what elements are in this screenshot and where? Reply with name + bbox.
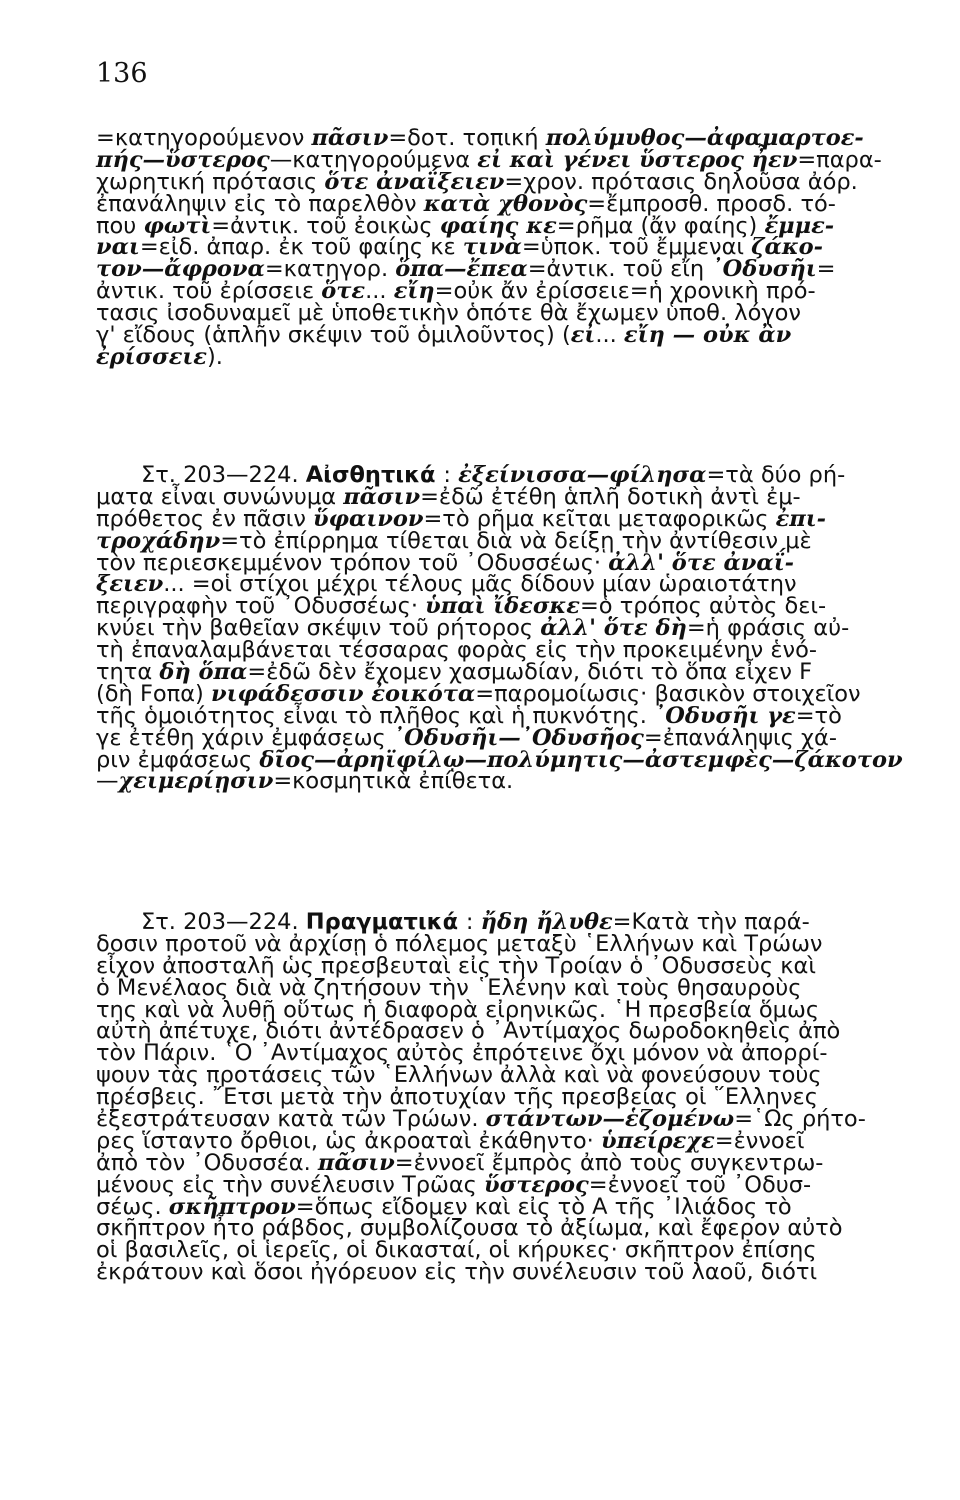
commentary-text: αὐτὴ ἀπέτυχε, διότι ἀντέδρασεν ὁ ᾿Αντίμαχος δωροδοκηθεὶς ἀπὸ — [96, 1018, 841, 1045]
commentary-text: γ' εἴδους (ἁπλῆν σκέψιν τοῦ ὁμιλοῦντος) ( — [96, 322, 571, 349]
commentary-text: =παρομοίωσις· βασικὸν στοιχεῖον — [475, 680, 861, 707]
commentary-text: : — [465, 909, 481, 935]
commentary-text: τὸν Πάριν. ῾Ο ᾿Αντίμαχος αὐτὸς ἐπρότεινε ὄχι μόνον νὰ ἀπορρί- — [96, 1040, 828, 1067]
commentary-text: =ρῆμα (ἄν φαίης) — [556, 212, 765, 239]
commentary-text: =εἰδ. ἀπαρ. ἐκ τοῦ φαίης κε — [139, 234, 463, 261]
lemma: χειμερίῃσιν — [118, 768, 274, 795]
commentary-text: κνύει τὴν βαθεῖαν σκέψιν τοῦ ρήτορος — [96, 615, 541, 642]
commentary-text: =ἐννοεῖ τοῦ ᾿Οδυσ- — [588, 1171, 812, 1198]
commentary-text: =τὸ ρῆμα κεῖται μεταφορικῶς — [423, 505, 776, 532]
commentary-text: =τὸ ἐπίρρημα τίθεται διὰ νὰ δείξῃ τὴν ἀντίθεσιν μὲ — [220, 527, 812, 554]
lemma: πολύμυθος—ἀφαμαρτοε- — [545, 125, 864, 151]
lemma: εἴη — [393, 278, 435, 305]
lemma: εἴη — οὐκ ἂν — [623, 322, 792, 349]
lemma: τινὰ — [462, 234, 522, 261]
commentary-text: τῆς ὁμοιότητος εἶναι τὸ πλῆθος καὶ ἡ πυκνότης. — [96, 702, 655, 729]
commentary-text: =ἡ φράσις αὐ- — [686, 615, 850, 642]
commentary-text: ἐκράτουν καὶ ὅσοι ἠγόρευον εἰς τὴν συνέλευσιν τοῦ λαοῦ, διότι — [96, 1259, 818, 1286]
lemma: σκῆπτρον — [168, 1193, 296, 1220]
commentary-text: ). — [206, 343, 223, 370]
lemma: δῖος—ἀρηϊφίλῳ—πολύμητις—ἀστεμφὲς—ζάκοτον — [259, 746, 903, 773]
factual-notes-paragraph — [96, 909, 911, 1286]
commentary-text: που — [96, 212, 144, 239]
commentary-text: ἀντικ. τοῦ ἐρίσσειε — [96, 278, 322, 305]
commentary-text: =οὐκ ἄν ἐρίσσειε=ἡ χρονικὴ πρό- — [434, 278, 816, 305]
commentary-text: ἐξεστράτευσαν κατὰ τῶν Τρώων. — [96, 1106, 486, 1133]
lemma: ἐξείνισσα—φίλησα — [458, 462, 707, 488]
lemma: ζάκο- — [751, 234, 824, 261]
lemma: ἀλλ' ὅτε ἀναΐ- — [608, 549, 794, 576]
commentary-text: τὴ ἐπαναλαμβάνεται τέσσαρας φορὰς εἰς τὴν προκειμένην ἑνό- — [96, 637, 817, 664]
commentary-text: οἱ βασιλεῖς, οἱ ἱερεῖς, οἱ δικασταί, οἱ κήρυκες· σκῆπτρον ἐπίσης — [96, 1237, 817, 1264]
lemma: δὴ ὅπα — [159, 659, 248, 686]
notes-paragraph-1 — [96, 125, 911, 370]
lemma: τον—ἄφρονα — [96, 256, 265, 283]
lemma: πᾶσιν — [311, 125, 389, 151]
commentary-text: =ἀντικ. τοῦ εἴη — [527, 256, 712, 283]
section-heading: Αἰσθητικά — [305, 462, 444, 488]
commentary-text: τασις ἰσοδυναμεῖ μὲ ὑποθετικὴν ὁπότε θὰ ἔχωμεν ὑποθ. λόγον — [96, 300, 801, 327]
commentary-text: =ἐννοεῖ ἔμπρὸς ἀπὸ τοὺς συγκεντρω- — [394, 1149, 824, 1176]
lemma: ἐρίσσειε — [96, 343, 207, 370]
commentary-text: =ἀντικ. τοῦ ἐοικὼς — [211, 212, 440, 239]
lemma: πᾶσιν — [317, 1149, 395, 1176]
commentary-text: =κοσμητικὰ ἐπίθετα. — [273, 768, 514, 795]
commentary-text: ἀπὸ τὸν ᾿Οδυσσέα. — [96, 1149, 318, 1176]
lemma: ἔμμε- — [764, 212, 835, 239]
commentary-text: =τὸ — [795, 702, 842, 729]
commentary-text: ... — [365, 278, 394, 305]
commentary-text: σέως. — [96, 1193, 169, 1220]
commentary-text: ἐπανάληψιν εἰς τὸ παρελθὸν — [96, 190, 424, 217]
commentary-text: χωρητική πρότασις — [96, 168, 325, 195]
text-line — [96, 1259, 911, 1286]
commentary-text: ψουν τὰς προτάσεις τῶν ῾Ελλήνων ἀλλὰ καὶ νὰ φονεύσουν τοὺς — [96, 1062, 822, 1089]
commentary-text: =ἐννοεῖ — [714, 1127, 805, 1154]
lemma: ὅτε ἀναΐξειεν — [324, 168, 505, 195]
commentary-text: ριν ἐμφάσεως — [96, 746, 260, 773]
commentary-text: =παρα- — [797, 146, 882, 173]
commentary-text: =κατηγορ. — [264, 256, 396, 283]
commentary-text: μένους εἰς τὴν συνέλευσιν Τρῶας — [96, 1171, 485, 1198]
commentary-text: ματα εἶναι συνώνυμα — [96, 483, 344, 510]
lemma: πᾶσιν — [343, 483, 421, 510]
lemma: ὑπείρεχε — [600, 1127, 715, 1154]
commentary-text: τὸν περιεσκεμμένον τρόπον τοῦ ᾿Οδυσσέως· — [96, 549, 609, 576]
lemma: νιφάδεσσιν ἐοικότα — [210, 680, 476, 707]
lemma: ᾿Οδυσῆι — [711, 256, 817, 283]
commentary-text: =Κατὰ τὴν παρά- — [612, 909, 810, 935]
commentary-text: : — [443, 462, 459, 488]
commentary-text: =τὰ δύο ρή- — [706, 462, 846, 488]
commentary-text: πρόθετος ἐν πᾶσιν — [96, 505, 314, 532]
lemma: ὅπα—ἔπεα — [395, 256, 528, 283]
commentary-text: =ὑποκ. τοῦ ἔμμεναι — [521, 234, 752, 261]
commentary-text: =δοτ. τοπική — [388, 125, 546, 151]
commentary-text: τητα — [96, 659, 160, 686]
commentary-text: πρέσβεις. ῎Ετσι μετὰ τὴν ἀποτυχίαν τῆς πρεσβείας οἱ ῞Ελληνες — [96, 1084, 818, 1111]
lemma: ᾿Οδυσῆι γε — [654, 702, 796, 729]
commentary-text: της καὶ νὰ λυθῇ οὕτως ἡ διαφορὰ εἰρηνικῶς. ῾Η πρεσβεία ὅμως — [96, 996, 820, 1023]
lemma: τροχάδην — [96, 527, 221, 554]
lemma: φαίης κε — [439, 212, 557, 239]
commentary-text: —κατηγορούμενα — [269, 146, 478, 173]
lemma: ἐπι- — [775, 505, 826, 532]
lemma: ναι — [96, 234, 140, 261]
lemma: ἤδη ἤλυθε — [480, 909, 613, 935]
commentary-text: ρες ἵσταντο ὄρθιοι, ὡς ἀκροαταὶ ἐκάθηντο· — [96, 1127, 601, 1154]
text-line — [96, 768, 911, 795]
commentary-text: εἶχον ἀποσταλῆ ὡς πρεσβευταὶ εἰς τὴν Τροίαν ὁ ᾿Οδυσσεὺς καὶ — [96, 952, 816, 979]
commentary-text: =ἐπανάληψις χά- — [643, 724, 837, 751]
lemma: ᾿Οδυσῆι—᾿Οδυσῆος — [392, 724, 644, 751]
lemma: φωτὶ — [143, 212, 212, 239]
lemma: πής—ὕστερος — [96, 146, 270, 173]
commentary-text: γε ἐτέθη χάριν ἐμφάσεως — [96, 724, 393, 751]
lemma: κατὰ χθονὸς — [423, 190, 588, 217]
commentary-text: σκῆπτρον ἦτο ράβδος, συμβολίζουσα τὸ ἀξίωμα, καὶ ἔφερον αὐτὸ — [96, 1215, 843, 1242]
page-number: 136 — [96, 58, 148, 89]
lemma: εἰ καὶ γένει ὕστερος ἦεν — [477, 146, 798, 173]
commentary-text: =κατηγορούμενον — [96, 125, 312, 151]
commentary-text: περιγραφὴν τοῦ ᾿Οδυσσέως· — [96, 593, 426, 620]
commentary-text: =ἐδῶ δὲν ἔχομεν χασμωδίαν, διότι τὸ ὅπα εἶχεν F — [247, 659, 813, 686]
commentary-text: =ὁ τρόπος αὐτὸς δει- — [579, 593, 827, 620]
lemma: εἰ — [570, 322, 596, 349]
verse-reference: Στ. 203—224. — [141, 909, 306, 935]
lemma: ὑπαὶ ἴδεσκε — [425, 593, 580, 620]
commentary-text: (δὴ Fοπα) — [96, 680, 211, 707]
commentary-text: — — [96, 768, 119, 795]
verse-reference: Στ. 203—224. — [141, 462, 306, 488]
commentary-text: ὁ Μενέλαος διὰ νὰ ζητήσουν τὴν ῾Ελένην καὶ τοὺς θησαυροὺς — [96, 974, 802, 1001]
lemma: ὕστερος — [484, 1171, 589, 1198]
aesthetic-notes-paragraph — [96, 462, 911, 795]
commentary-text: δοσιν προτοῦ νὰ ἀρχίσῃ ὁ πόλεμος μεταξὺ ῾Ελλήνων καὶ Τρώων — [96, 930, 823, 957]
commentary-text: =χρον. πρότασις δηλοῦσα ἀόρ. — [504, 168, 858, 195]
lemma: ὅτε — [321, 278, 366, 305]
lemma: ξειεν — [96, 571, 164, 598]
commentary-text: = — [816, 256, 836, 283]
commentary-text: =῾Ως ρήτο- — [734, 1106, 866, 1133]
lemma: ἀλλ' ὅτε δὴ — [540, 615, 687, 642]
commentary-text: ... =οἱ στίχοι μέχρι τέλους μᾶς δίδουν μίαν ὡραιοτάτην — [163, 571, 797, 598]
commentary-text: =ἐδῶ ἐτέθη ἁπλῆ δοτικὴ ἀντὶ ἐμ- — [420, 483, 801, 510]
section-heading: Πραγματικά — [305, 909, 466, 935]
lemma: ὕφαινον — [313, 505, 424, 532]
commentary-text: ... — [595, 322, 624, 349]
commentary-text: =ἔμπροσθ. προσδ. τό- — [587, 190, 836, 217]
text-line — [96, 343, 911, 370]
lemma: στάντων—ἑζομένω — [485, 1106, 735, 1133]
commentary-text: =ὅπως εἴδομεν καὶ εἰς τὸ Α τῆς ᾿Ιλιάδος τὸ — [295, 1193, 792, 1220]
